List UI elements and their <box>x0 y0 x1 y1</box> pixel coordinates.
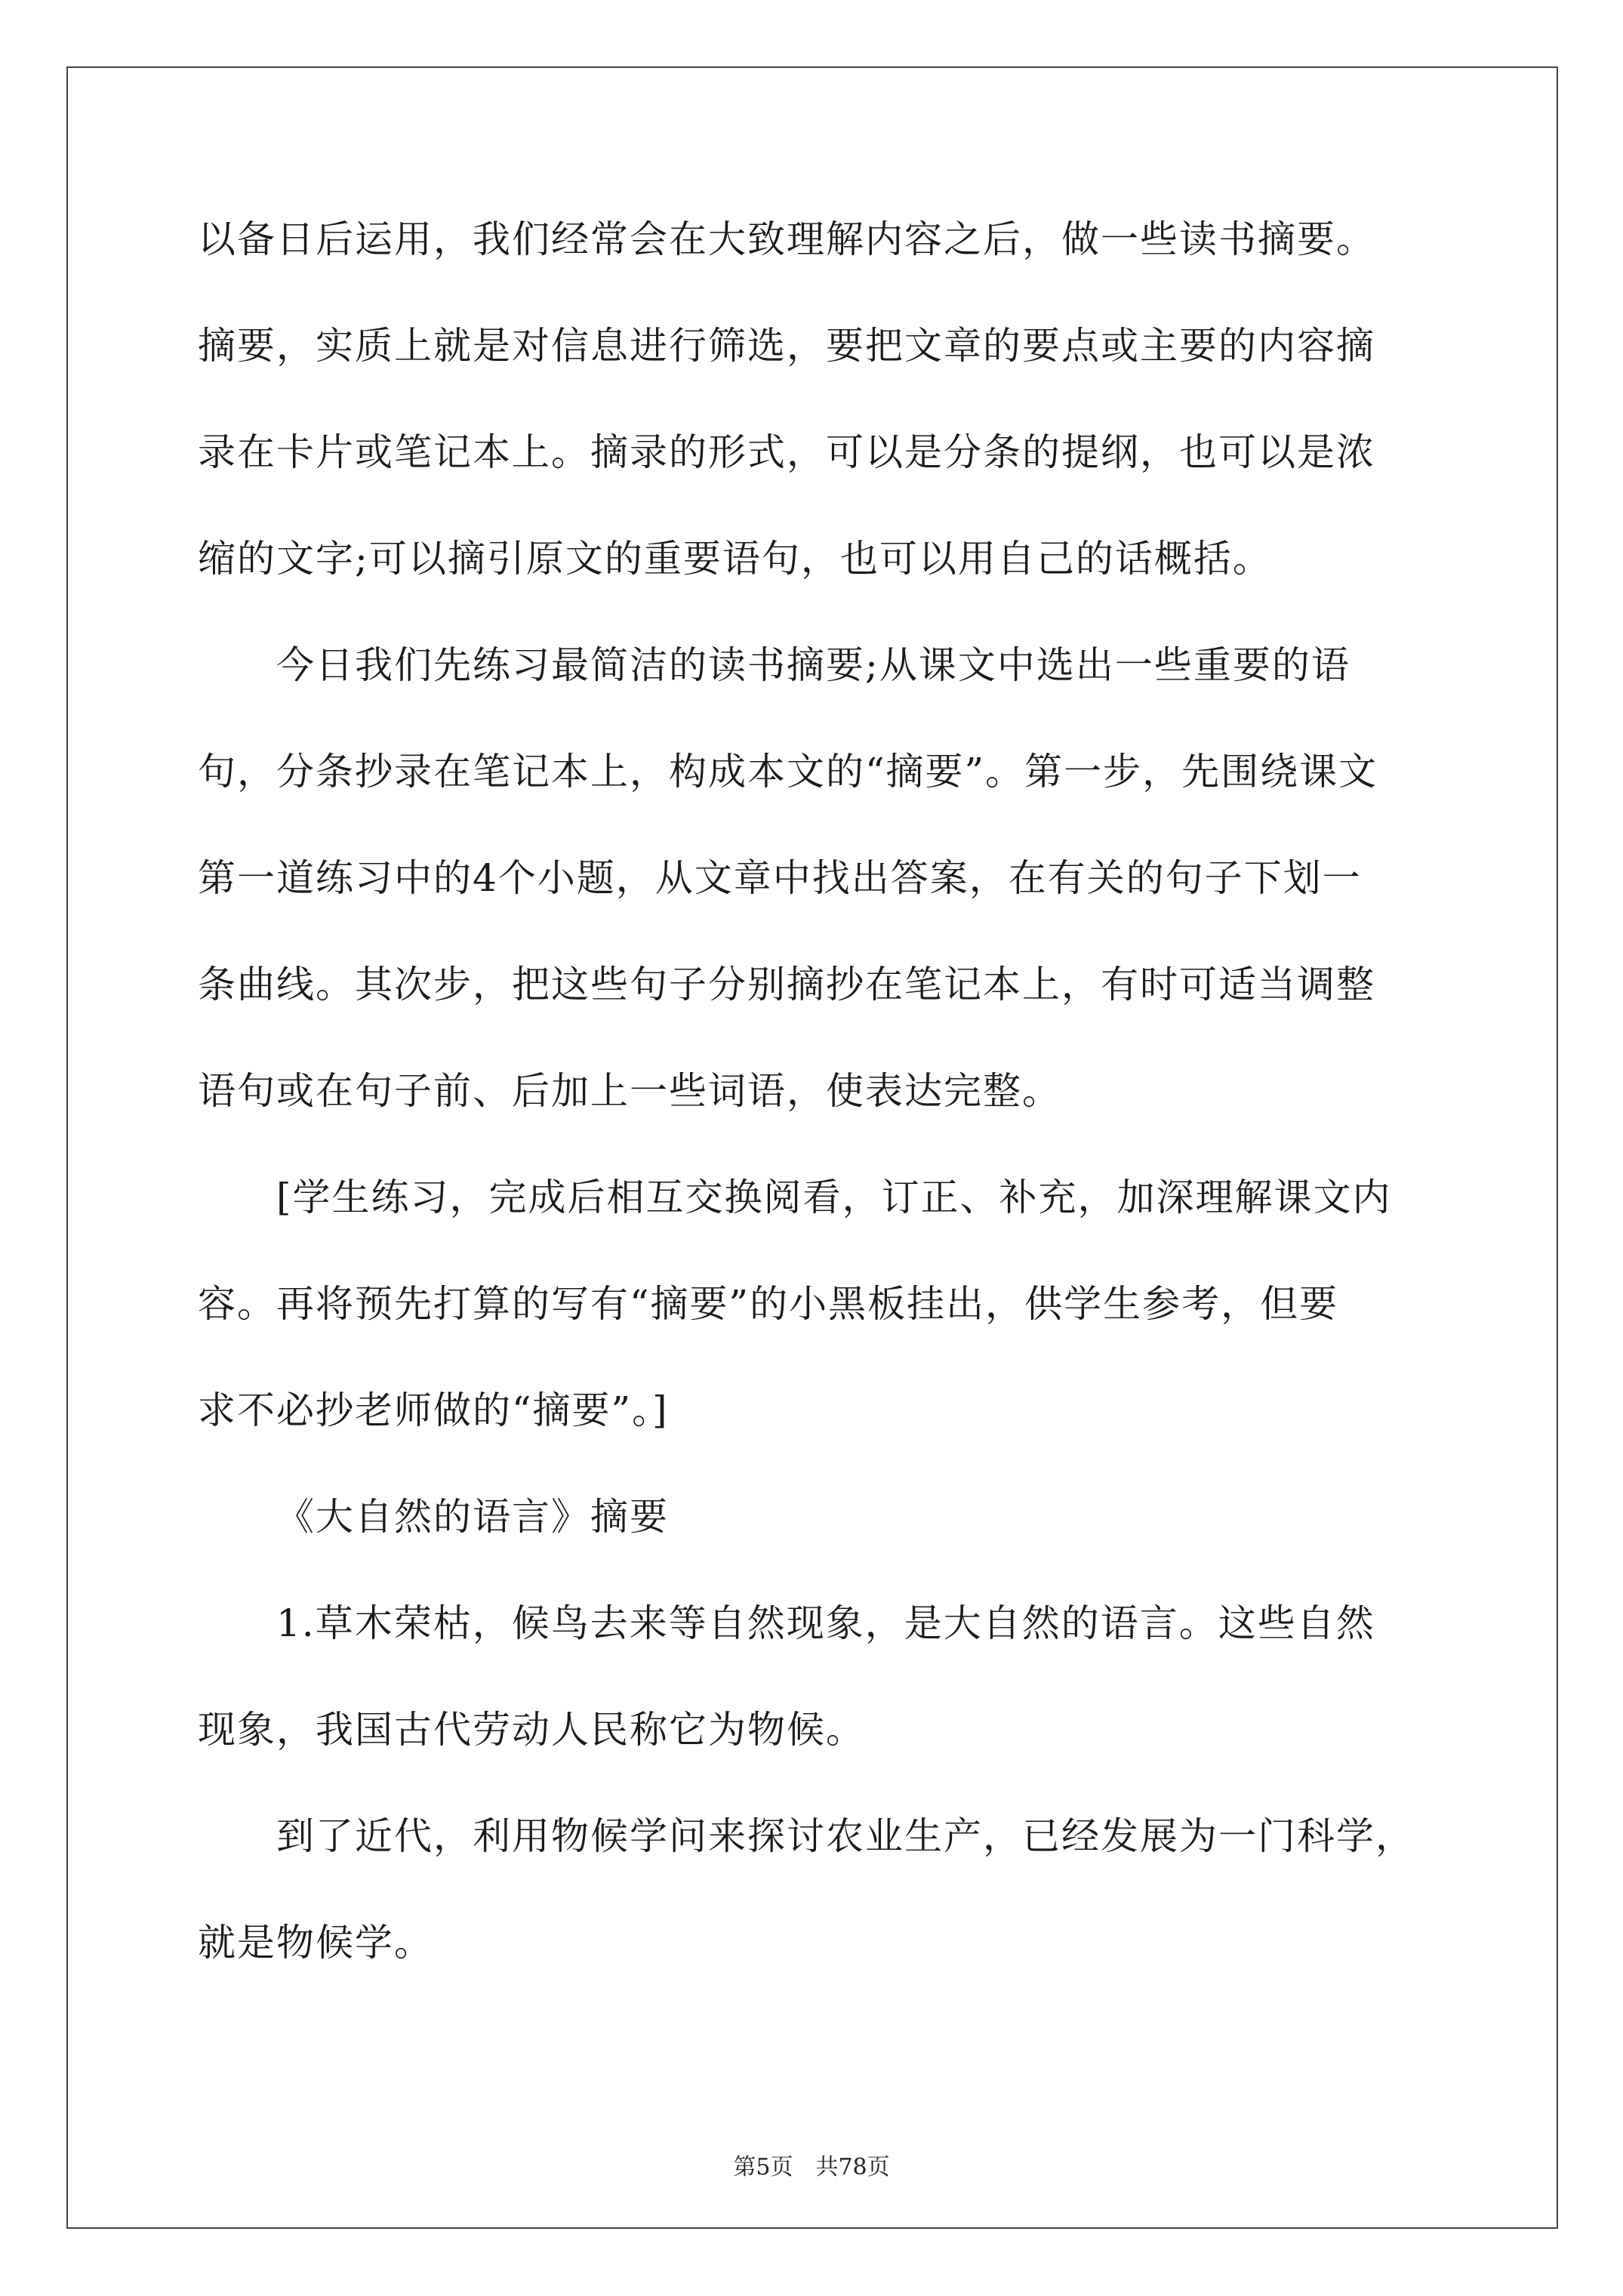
paragraph-line: 句，分条抄录在笔记本上，构成本文的“摘要”。第一步，先围绕课文 <box>198 750 1378 794</box>
paragraph-line: 语句或在句子前、后加上一些词语，使表达完整。 <box>198 1069 1061 1113</box>
paragraph-line: 第一道练习中的4个小题，从文章中找出答案，在有关的句子下划一 <box>198 856 1362 900</box>
paragraph-line: 容。再将预先打算的写有“摘要”的小黑板挂出，供学生参考，但要 <box>198 1282 1339 1326</box>
page-border <box>66 66 1558 2229</box>
paragraph-line: 缩的文字;可以摘引原文的重要语句，也可以用自己的话概括。 <box>198 537 1272 581</box>
paragraph-line: 求不必抄老师做的“摘要”。] <box>198 1388 669 1432</box>
page-number-footer: 第5页 共78页 <box>733 2154 890 2180</box>
paragraph-line: 现象，我国古代劳动人民称它为物候。 <box>198 1708 865 1752</box>
paragraph-line: 摘要，实质上就是对信息进行筛选，要把文章的要点或主要的内容摘 <box>198 324 1375 368</box>
paragraph-line: 到了近代，利用物候学问来探讨农业生产，已经发展为一门科学， <box>276 1814 1415 1858</box>
paragraph-line: 以备日后运用，我们经常会在大致理解内容之后，做一些读书摘要。 <box>198 217 1375 261</box>
paragraph-line: 录在卡片或笔记本上。摘录的形式，可以是分条的提纲，也可以是浓 <box>198 430 1375 474</box>
paragraph-line: 1.草木荣枯，候鸟去来等自然现象，是大自然的语言。这些自然 <box>276 1601 1375 1645</box>
paragraph-line: 就是物候学。 <box>198 1921 433 1965</box>
section-heading: 《大自然的语言》摘要 <box>276 1495 669 1539</box>
paragraph-line: 今日我们先练习最简洁的读书摘要;从课文中选出一些重要的语 <box>276 643 1350 687</box>
paragraph-line: 条曲线。其次步，把这些句子分别摘抄在笔记本上，有时可适当调整 <box>198 963 1375 1006</box>
paragraph-line: [学生练习，完成后相互交换阅看，订正、补充，加深理解课文内 <box>276 1176 1392 1219</box>
